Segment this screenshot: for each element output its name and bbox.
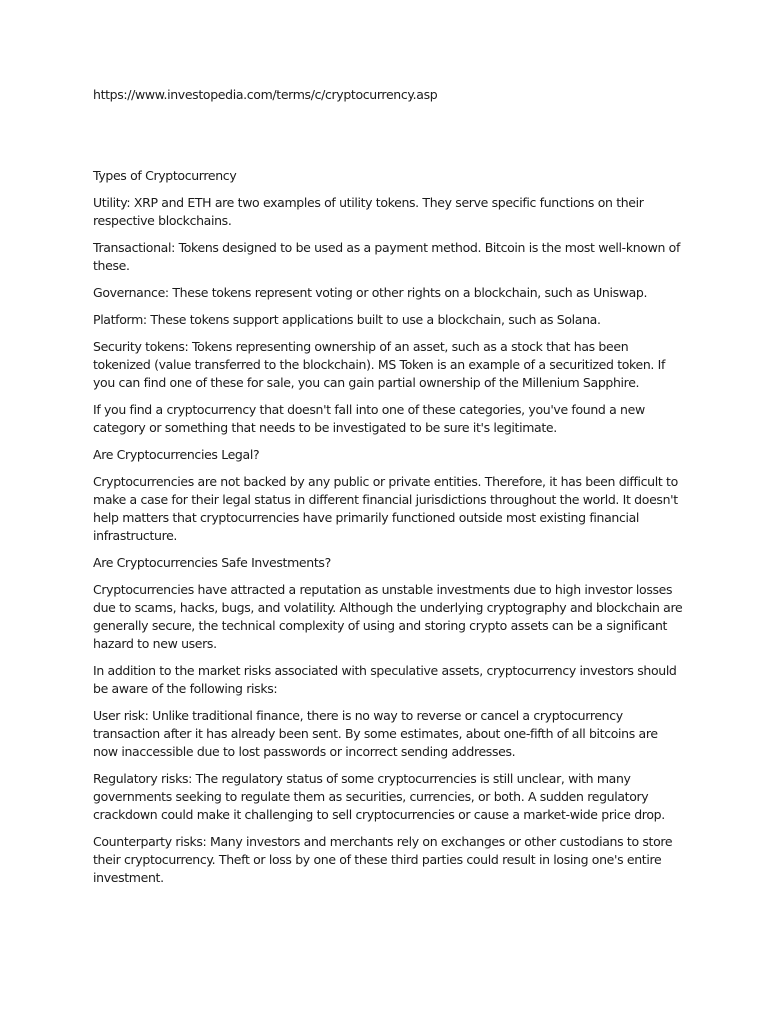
blank-space [93,104,683,167]
paragraph-platform: Platform: These tokens support applications built to use a blockchain, such as Solana. [93,312,601,327]
paragraph-counterparty-risks: Counterparty risks: Many investors and merchants rely on exchanges or other custodians to store their cryptocurrency. Theft or loss by one of these third parties could result in losing one's entire investment. [93,834,673,885]
source-url: https://www.investopedia.com/terms/c/cryptocurrency.asp [93,87,438,102]
paragraph-regulatory-risks: Regulatory risks: The regulatory status of some cryptocurrencies is still unclear, with many governments seeking to regulate them as securities, currencies, or both. A sudden regulatory crackdown could make it challenging to sell cryptocurrencies or cause a market-wide price drop. [93,771,665,822]
paragraph-unstable-investments: Cryptocurrencies have attracted a reputation as unstable investments due to high investor losses due to scams, hacks, bugs, and volatility. Although the underlying cryptography and blockchain are generally secure, the technical complexity of using and storing crypto assets can be a significant hazard to new users. [93,582,683,651]
paragraph-market-risks: In addition to the market risks associated with speculative assets, cryptocurrency investors should be aware of the following risks: [93,663,677,696]
heading-safe-investments: Are Cryptocurrencies Safe Investments? [93,555,331,570]
paragraph-security-tokens: Security tokens: Tokens representing ownership of an asset, such as a stock that has been tokenized (value transferred to the blockchain). MS Token is an example of a securitized token. If you can find one of these for sale, you can gain partial ownership of the Millenium Sapphire. [93,339,666,390]
paragraph-new-category: If you find a cryptocurrency that doesn't fall into one of these categories, you've found a new category or something that needs to be investigated to be sure it's legitimate. [93,402,645,435]
paragraph-utility: Utility: XRP and ETH are two examples of utility tokens. They serve specific functions on their respective blockchains. [93,195,644,228]
heading-types-of-cryptocurrency: Types of Cryptocurrency [93,168,237,183]
paragraph-governance: Governance: These tokens represent voting or other rights on a blockchain, such as Uniswap. [93,285,648,300]
paragraph-legal-status: Cryptocurrencies are not backed by any public or private entities. Therefore, it has been difficult to make a case for their legal status in different financial jurisdictions throughout the world. It doesn't help matters that cryptocurrencies have primarily functioned outside most existing financial infrastructure. [93,474,678,543]
paragraph-user-risk: User risk: Unlike traditional finance, there is no way to reverse or cancel a cryptocurrency transaction after it has already been sent. By some estimates, about one-fifth of all bitcoins are now inaccessible due to lost passwords or incorrect sending addresses. [93,708,658,759]
heading-are-cryptocurrencies-legal: Are Cryptocurrencies Legal? [93,447,260,462]
document-page [93,86,683,896]
paragraph-transactional: Transactional: Tokens designed to be used as a payment method. Bitcoin is the most well-known of these. [93,240,680,273]
